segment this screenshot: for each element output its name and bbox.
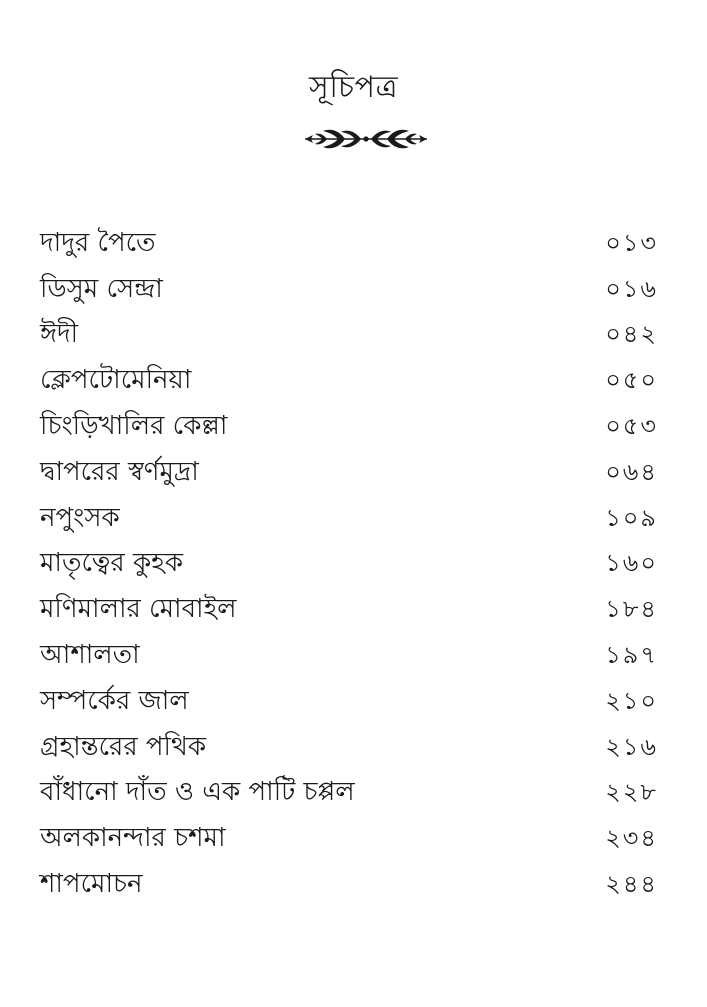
toc-entry-title: দাদুর পৈতে xyxy=(40,227,156,258)
toc-entry-page: ২২৮ xyxy=(605,778,658,807)
floral-divider-icon xyxy=(303,122,429,156)
toc-entry-page: ১০৯ xyxy=(605,503,658,532)
toc-entry[interactable] xyxy=(40,815,658,861)
toc-entry[interactable] xyxy=(40,403,658,449)
toc-entry[interactable] xyxy=(40,495,658,541)
toc-entry-title: ডিসুম সেন্দ্রা xyxy=(40,273,163,304)
toc-entry-page: ১৬০ xyxy=(605,549,658,578)
toc-entry[interactable] xyxy=(40,266,658,312)
toc-entry-page: ০১৬ xyxy=(605,274,658,303)
toc-entry[interactable] xyxy=(40,541,658,587)
toc-entry[interactable] xyxy=(40,357,658,403)
toc-entry[interactable] xyxy=(40,449,658,495)
toc-entry[interactable] xyxy=(40,861,658,907)
toc-entry-title: চিংড়িখালির কেল্লা xyxy=(40,411,228,442)
toc-entry-page: ০৬৪ xyxy=(605,457,658,486)
toc-entry[interactable] xyxy=(40,632,658,678)
toc-entry-title: সম্পর্কের জাল xyxy=(40,685,189,716)
toc-entry-page: ২৪৪ xyxy=(605,870,658,899)
toc-entry-page: ১৮৪ xyxy=(605,595,658,624)
toc-entry-title: আশালতা xyxy=(40,640,140,671)
page-title: সূচিপত্র xyxy=(309,70,398,105)
toc-entry[interactable] xyxy=(40,770,658,816)
table-of-contents xyxy=(40,220,658,907)
toc-entry-title: নপুংসক xyxy=(40,502,120,533)
toc-entry-page: ০১৩ xyxy=(605,228,658,257)
toc-entry[interactable] xyxy=(40,678,658,724)
toc-entry-title: দ্বাপরের স্বর্ণমুদ্রা xyxy=(40,456,199,487)
toc-entry-page: ১৯৭ xyxy=(605,641,658,670)
toc-entry-title: মণিমালার মোবাইল xyxy=(40,594,237,625)
toc-entry[interactable] xyxy=(40,586,658,632)
toc-entry-page: ২৩৪ xyxy=(605,824,658,853)
toc-entry-page: ২১৬ xyxy=(605,732,658,761)
toc-entry-title: অলকানন্দার চশমা xyxy=(40,823,226,854)
toc-entry-title: শাপমোচন xyxy=(40,869,143,900)
toc-entry-title: গ্রহান্তরের পথিক xyxy=(40,731,207,762)
toc-entry-page: ০৪২ xyxy=(605,320,658,349)
toc-entry-title: মাতৃত্বের কুহক xyxy=(40,548,184,579)
toc-entry-page: ২১০ xyxy=(605,686,658,715)
toc-entry-title: ক্লেপটোমেনিয়া xyxy=(40,365,192,396)
toc-entry[interactable] xyxy=(40,312,658,358)
toc-entry-page: ০৫৩ xyxy=(605,412,658,441)
toc-entry-title: বাঁধানো দাঁত ও এক পাটি চপ্পল xyxy=(40,777,355,808)
toc-entry[interactable] xyxy=(40,724,658,770)
toc-entry[interactable] xyxy=(40,220,658,266)
toc-entry-title: ঈদী xyxy=(40,319,79,350)
toc-entry-page: ০৫০ xyxy=(605,366,658,395)
